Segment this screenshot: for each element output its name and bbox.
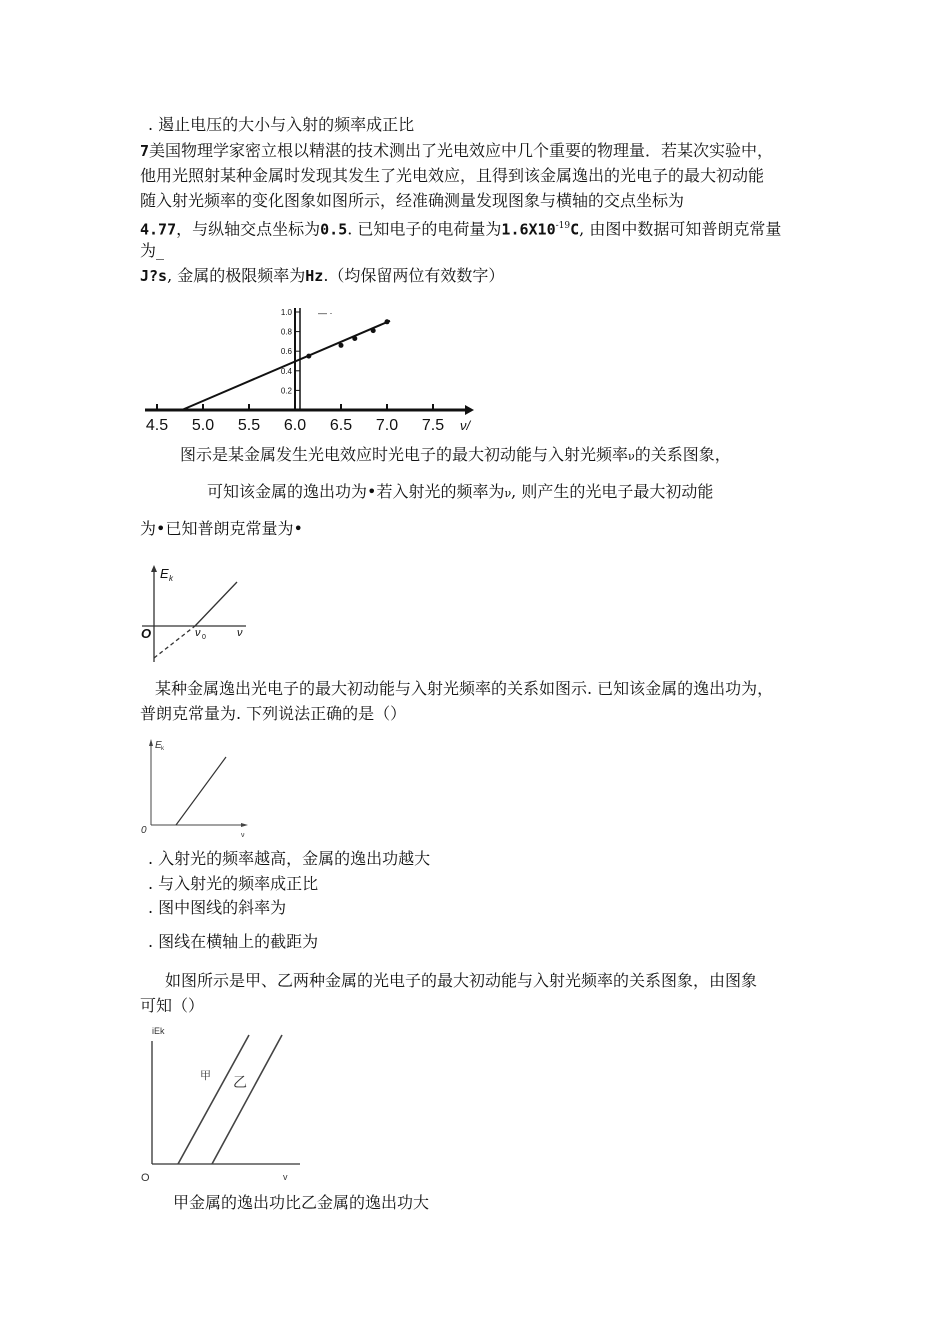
question-8-line-3	[140, 518, 303, 540]
x-tick-label: 6.5	[329, 417, 353, 434]
figure-3-origin: 0	[141, 825, 147, 836]
question-text: 为•已知普朗克常量为•	[140, 519, 303, 538]
question-9-line-1	[155, 678, 773, 700]
y-tick-label: 1.0	[280, 308, 292, 317]
question-text: 为_	[140, 241, 165, 260]
value-4-77: 4.77	[140, 220, 177, 239]
question-10-line-1	[165, 970, 757, 992]
y-tick-label: 0.6	[280, 347, 292, 357]
question-number: 7	[140, 142, 150, 160]
x-tick-label: 5.5	[237, 417, 261, 434]
nu-symbol: ν	[504, 487, 512, 500]
question-text: 他用光照射某种金属时发现其发生了光电效应，且得到该金属逸出的光电子的最大初动能	[140, 166, 765, 185]
figure-2-threshold-label: ν	[195, 627, 201, 639]
question-text: , 由图中数据可知普朗克常量	[579, 219, 782, 239]
x-tick-label: 7.5	[421, 417, 445, 434]
option-d	[148, 931, 318, 953]
data-point	[352, 336, 357, 341]
option-text: . 图中图线的斜率为	[148, 898, 287, 917]
x-tick-label: 5.0	[191, 417, 215, 434]
option-text: . 入射光的频率越高，金属的逸出功越大	[148, 849, 431, 868]
question-text: 可知（）	[140, 996, 205, 1015]
unit-js: J?s	[140, 267, 168, 285]
x-tick-label: 7.0	[375, 417, 399, 434]
question-7-line-3	[140, 190, 684, 212]
option-text: . 图线在横轴上的截距为	[148, 932, 319, 951]
question-7-line-4	[140, 215, 781, 240]
figure-1-x-unit: ν/	[460, 418, 471, 433]
question-text: 如图所示是甲、乙两种金属的光电子的最大初动能与入射光频率的关系图象，由图象	[165, 971, 758, 990]
figure-2-y-label: E	[160, 566, 169, 581]
question-8-line-1	[180, 444, 731, 468]
data-point	[385, 319, 390, 324]
figure-3-y-sub: k	[161, 746, 164, 752]
question-text: .（均保留两位有效数字）	[323, 266, 505, 285]
question-text: 随入射光频率的变化图象如图所示，经准确测量发现图象与横轴的交点坐标为	[140, 191, 685, 210]
data-point	[339, 343, 344, 348]
figure-1-graph	[140, 300, 480, 438]
question-text: , 金属的极限频率为	[167, 266, 306, 285]
statement-text: 甲金属的逸出功比乙金属的逸出功大	[173, 1193, 430, 1212]
option-c	[148, 897, 286, 919]
question-7-line-6	[140, 265, 504, 287]
option-b	[148, 873, 318, 895]
figure-4-graph	[140, 1023, 310, 1188]
question-text: . 已知电子的电荷量为	[347, 219, 502, 239]
figure-2-y-sub: k	[169, 574, 173, 583]
question-text: 可知该金属的逸出功为•若入射光的频率为	[207, 482, 505, 501]
question-text: 的关系图象，	[634, 445, 731, 464]
figure-2-origin: O	[141, 626, 152, 641]
question-text: 某种金属逸出光电子的最大初动能与入射光频率的关系如图示. 已知该金属的逸出功为，	[155, 679, 774, 698]
charge-value: 1.6X10	[501, 220, 556, 239]
charge-unit: C	[570, 220, 580, 239]
figure-4-x-label: v	[283, 1172, 288, 1182]
figure-3-graph	[140, 733, 252, 839]
nu-symbol: ν	[628, 450, 635, 463]
figure-4-y-label: iEk	[152, 1026, 165, 1036]
figure-2-graph	[140, 562, 252, 664]
figure-4-origin: O	[141, 1172, 150, 1184]
option-text: . 遏止电压的大小与入射的频率成正比	[148, 115, 415, 134]
value-0-5: 0.5	[320, 220, 348, 239]
series-label-yi: 乙	[233, 1074, 247, 1090]
option-a	[148, 848, 430, 870]
x-tick-label: 4.5	[145, 417, 169, 434]
option-text: . 与入射光的频率成正比	[148, 874, 319, 893]
question-10-line-2	[140, 995, 204, 1017]
question-text: ，与纵轴交点坐标为	[176, 219, 321, 239]
question-8-line-2	[207, 481, 713, 505]
question-text: 图示是某金属发生光电效应时光电子的最大初动能与入射光频率	[180, 445, 629, 464]
question-9-line-2	[140, 703, 406, 725]
option-line-1	[148, 114, 414, 136]
question-7-line-5	[140, 240, 164, 262]
svg-text:— ·: — ·	[318, 308, 333, 318]
question-7-line-1	[140, 140, 773, 162]
statement-line	[173, 1192, 429, 1214]
figure-3-x-label: ν	[241, 832, 245, 839]
question-7-line-2	[140, 165, 764, 187]
question-text: 普朗克常量为. 下列说法正确的是（）	[140, 704, 407, 723]
figure-3-y-label: E	[155, 740, 162, 751]
x-tick-label: 6.0	[283, 417, 307, 434]
y-tick-label: 0.2	[280, 386, 292, 396]
y-tick-label: 0.4	[280, 366, 292, 376]
data-point	[371, 328, 376, 333]
question-text: 美国物理学家密立根以精湛的技术测出了光电效应中几个重要的物理量．若某次实验中，	[149, 141, 774, 160]
series-label-jia: 甲	[200, 1070, 211, 1082]
question-text: , 则产生的光电子最大初动能	[511, 482, 714, 501]
figure-2-x-label: ν	[237, 627, 243, 639]
figure-2-threshold-sub: 0	[202, 634, 206, 641]
data-point	[306, 354, 311, 359]
unit-hz: Hz	[305, 267, 324, 285]
charge-exponent: -19	[555, 221, 571, 231]
y-tick-label: 0.8	[280, 327, 292, 337]
